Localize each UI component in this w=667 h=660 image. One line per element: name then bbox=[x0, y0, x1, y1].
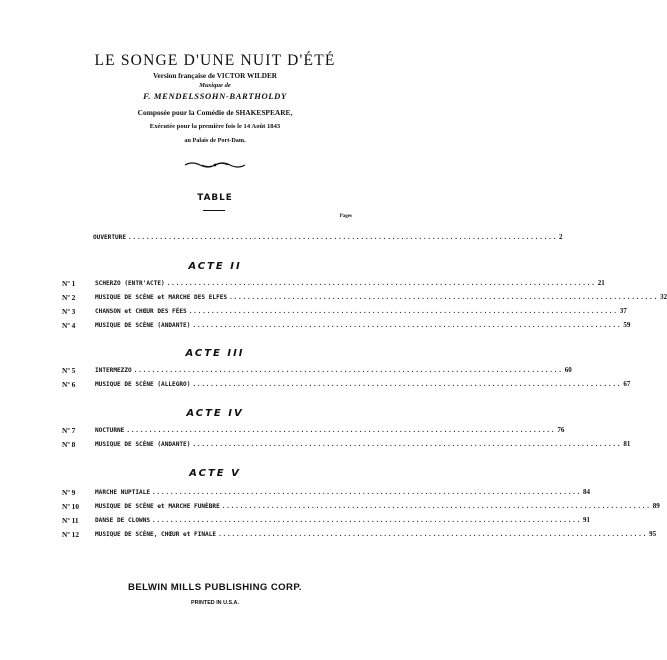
dot-leader: ................................................................................................ bbox=[192, 322, 622, 329]
entry-label: MARCHE NUPTIALE bbox=[95, 489, 151, 496]
act-heading: ACTE V bbox=[189, 468, 241, 479]
dot-leader: ................................................................................................ bbox=[192, 441, 622, 448]
dot-leader: ................................................................................................ bbox=[192, 381, 622, 388]
entry-label: SCHERZO (ENTR'ACTE) bbox=[95, 280, 165, 287]
entry-label: MUSIQUE DE SCÈNE et MARCHE DES ELFES bbox=[95, 294, 228, 301]
entry-number: Nº 10 bbox=[62, 502, 80, 511]
toc-entry[interactable] bbox=[62, 426, 565, 435]
dot-leader: ................................................................................................ bbox=[166, 280, 596, 287]
entry-page: 60 bbox=[564, 366, 572, 374]
dot-leader: ................................................................................................ bbox=[188, 308, 618, 315]
entry-page: 91 bbox=[583, 516, 591, 524]
dot-leader: ................................................................................................ bbox=[152, 489, 582, 496]
dot-leader: ................................................................................................ bbox=[126, 427, 556, 434]
act-heading: ACTE III bbox=[185, 348, 245, 359]
entry-label: MUSIQUE DE SCÈNE (ANDANTE) bbox=[95, 322, 191, 329]
entry-page: 21 bbox=[597, 279, 605, 287]
entry-label: OUVERTURE bbox=[93, 234, 127, 241]
entry-label: MUSIQUE DE SCÈNE (ANDANTE) bbox=[95, 441, 191, 448]
toc-entry[interactable] bbox=[62, 380, 631, 389]
music-by-line: Musique de bbox=[199, 82, 231, 89]
toc-entry[interactable] bbox=[62, 279, 605, 288]
dot-leader: ................................................................................................ bbox=[229, 294, 659, 301]
entry-label: MUSIQUE DE SCÈNE (ALLEGRO) bbox=[95, 381, 191, 388]
toc-entry[interactable] bbox=[62, 530, 657, 539]
entry-page: 32 bbox=[660, 293, 667, 301]
dot-leader: ................................................................................................ bbox=[218, 531, 648, 538]
entry-label: MUSIQUE DE SCÈNE et MARCHE FUNÈBRE bbox=[95, 503, 220, 510]
entry-number: Nº 12 bbox=[62, 530, 80, 539]
entry-number: Nº 2 bbox=[62, 293, 76, 302]
entry-page: 76 bbox=[557, 426, 565, 434]
entry-number: Nº 11 bbox=[62, 516, 79, 525]
entry-label: DANSE DE CLOWNS bbox=[95, 517, 151, 524]
toc-entry[interactable] bbox=[62, 293, 667, 302]
entry-page: 84 bbox=[583, 488, 591, 496]
entry-number: Nº 5 bbox=[62, 366, 76, 375]
entry-page: 95 bbox=[649, 530, 657, 538]
act-heading: ACTE II bbox=[188, 261, 242, 272]
toc-entry[interactable] bbox=[62, 516, 591, 525]
work-title: LE SONGE D'UNE NUIT D'ÉTÉ bbox=[94, 52, 336, 69]
composed-for-line: Composée pour la Comédie de SHAKESPEARE, bbox=[137, 108, 293, 117]
performed-line: Exécutée pour la première fois le 14 Août 1843 bbox=[149, 123, 281, 130]
toc-entry-overture[interactable] bbox=[62, 233, 563, 242]
entry-label: CHANSON et CHŒUR DES FÉES bbox=[95, 308, 187, 315]
toc-entry[interactable] bbox=[62, 321, 631, 330]
entry-page: 67 bbox=[623, 380, 631, 388]
toc-entry[interactable] bbox=[62, 440, 631, 449]
dot-leader: ................................................................................................ bbox=[128, 234, 558, 241]
act-heading: ACTE IV bbox=[186, 408, 244, 419]
entry-label: MUSIQUE DE SCÈNE, CHŒUR et FINALE bbox=[95, 531, 217, 538]
dot-leader: ................................................................................................ bbox=[152, 517, 582, 524]
toc-entry[interactable] bbox=[62, 307, 627, 316]
entry-number: Nº 8 bbox=[62, 440, 76, 449]
entry-label: NOCTURNE bbox=[95, 427, 125, 434]
version-line: Version française de VICTOR WILDER bbox=[153, 72, 277, 80]
entry-number: Nº 1 bbox=[62, 279, 76, 288]
pages-column-label: Pages bbox=[339, 214, 352, 219]
entry-page: 81 bbox=[623, 440, 631, 448]
entry-page: 89 bbox=[652, 502, 660, 510]
toc-entry[interactable] bbox=[62, 502, 660, 511]
entry-number: Nº 4 bbox=[62, 321, 76, 330]
entry-page: 37 bbox=[619, 307, 627, 315]
publisher-name: BELWIN MILLS PUBLISHING CORP. bbox=[128, 582, 302, 593]
ornament-divider-icon bbox=[184, 160, 246, 170]
entry-number: Nº 9 bbox=[62, 488, 76, 497]
dot-leader: ................................................................................................ bbox=[133, 367, 563, 374]
composer-name: F. MENDELSSOHN-BARTHOLDY bbox=[143, 91, 287, 101]
entry-number: Nº 6 bbox=[62, 380, 76, 389]
printed-in-line: PRINTED IN U.S.A. bbox=[191, 600, 239, 606]
entry-page: 2 bbox=[559, 233, 563, 241]
toc-heading: TABLE bbox=[197, 193, 233, 203]
entry-label: INTERMEZZO bbox=[95, 367, 132, 374]
venue-line: au Palais de Port-Dam. bbox=[184, 137, 246, 144]
entry-number: Nº 3 bbox=[62, 307, 76, 316]
toc-entry[interactable] bbox=[62, 488, 591, 497]
entry-number: Nº 7 bbox=[62, 426, 76, 435]
toc-entry[interactable] bbox=[62, 366, 572, 375]
entry-page: 59 bbox=[623, 321, 631, 329]
dot-leader: ................................................................................................ bbox=[221, 503, 651, 510]
toc-heading-rule bbox=[203, 210, 225, 211]
